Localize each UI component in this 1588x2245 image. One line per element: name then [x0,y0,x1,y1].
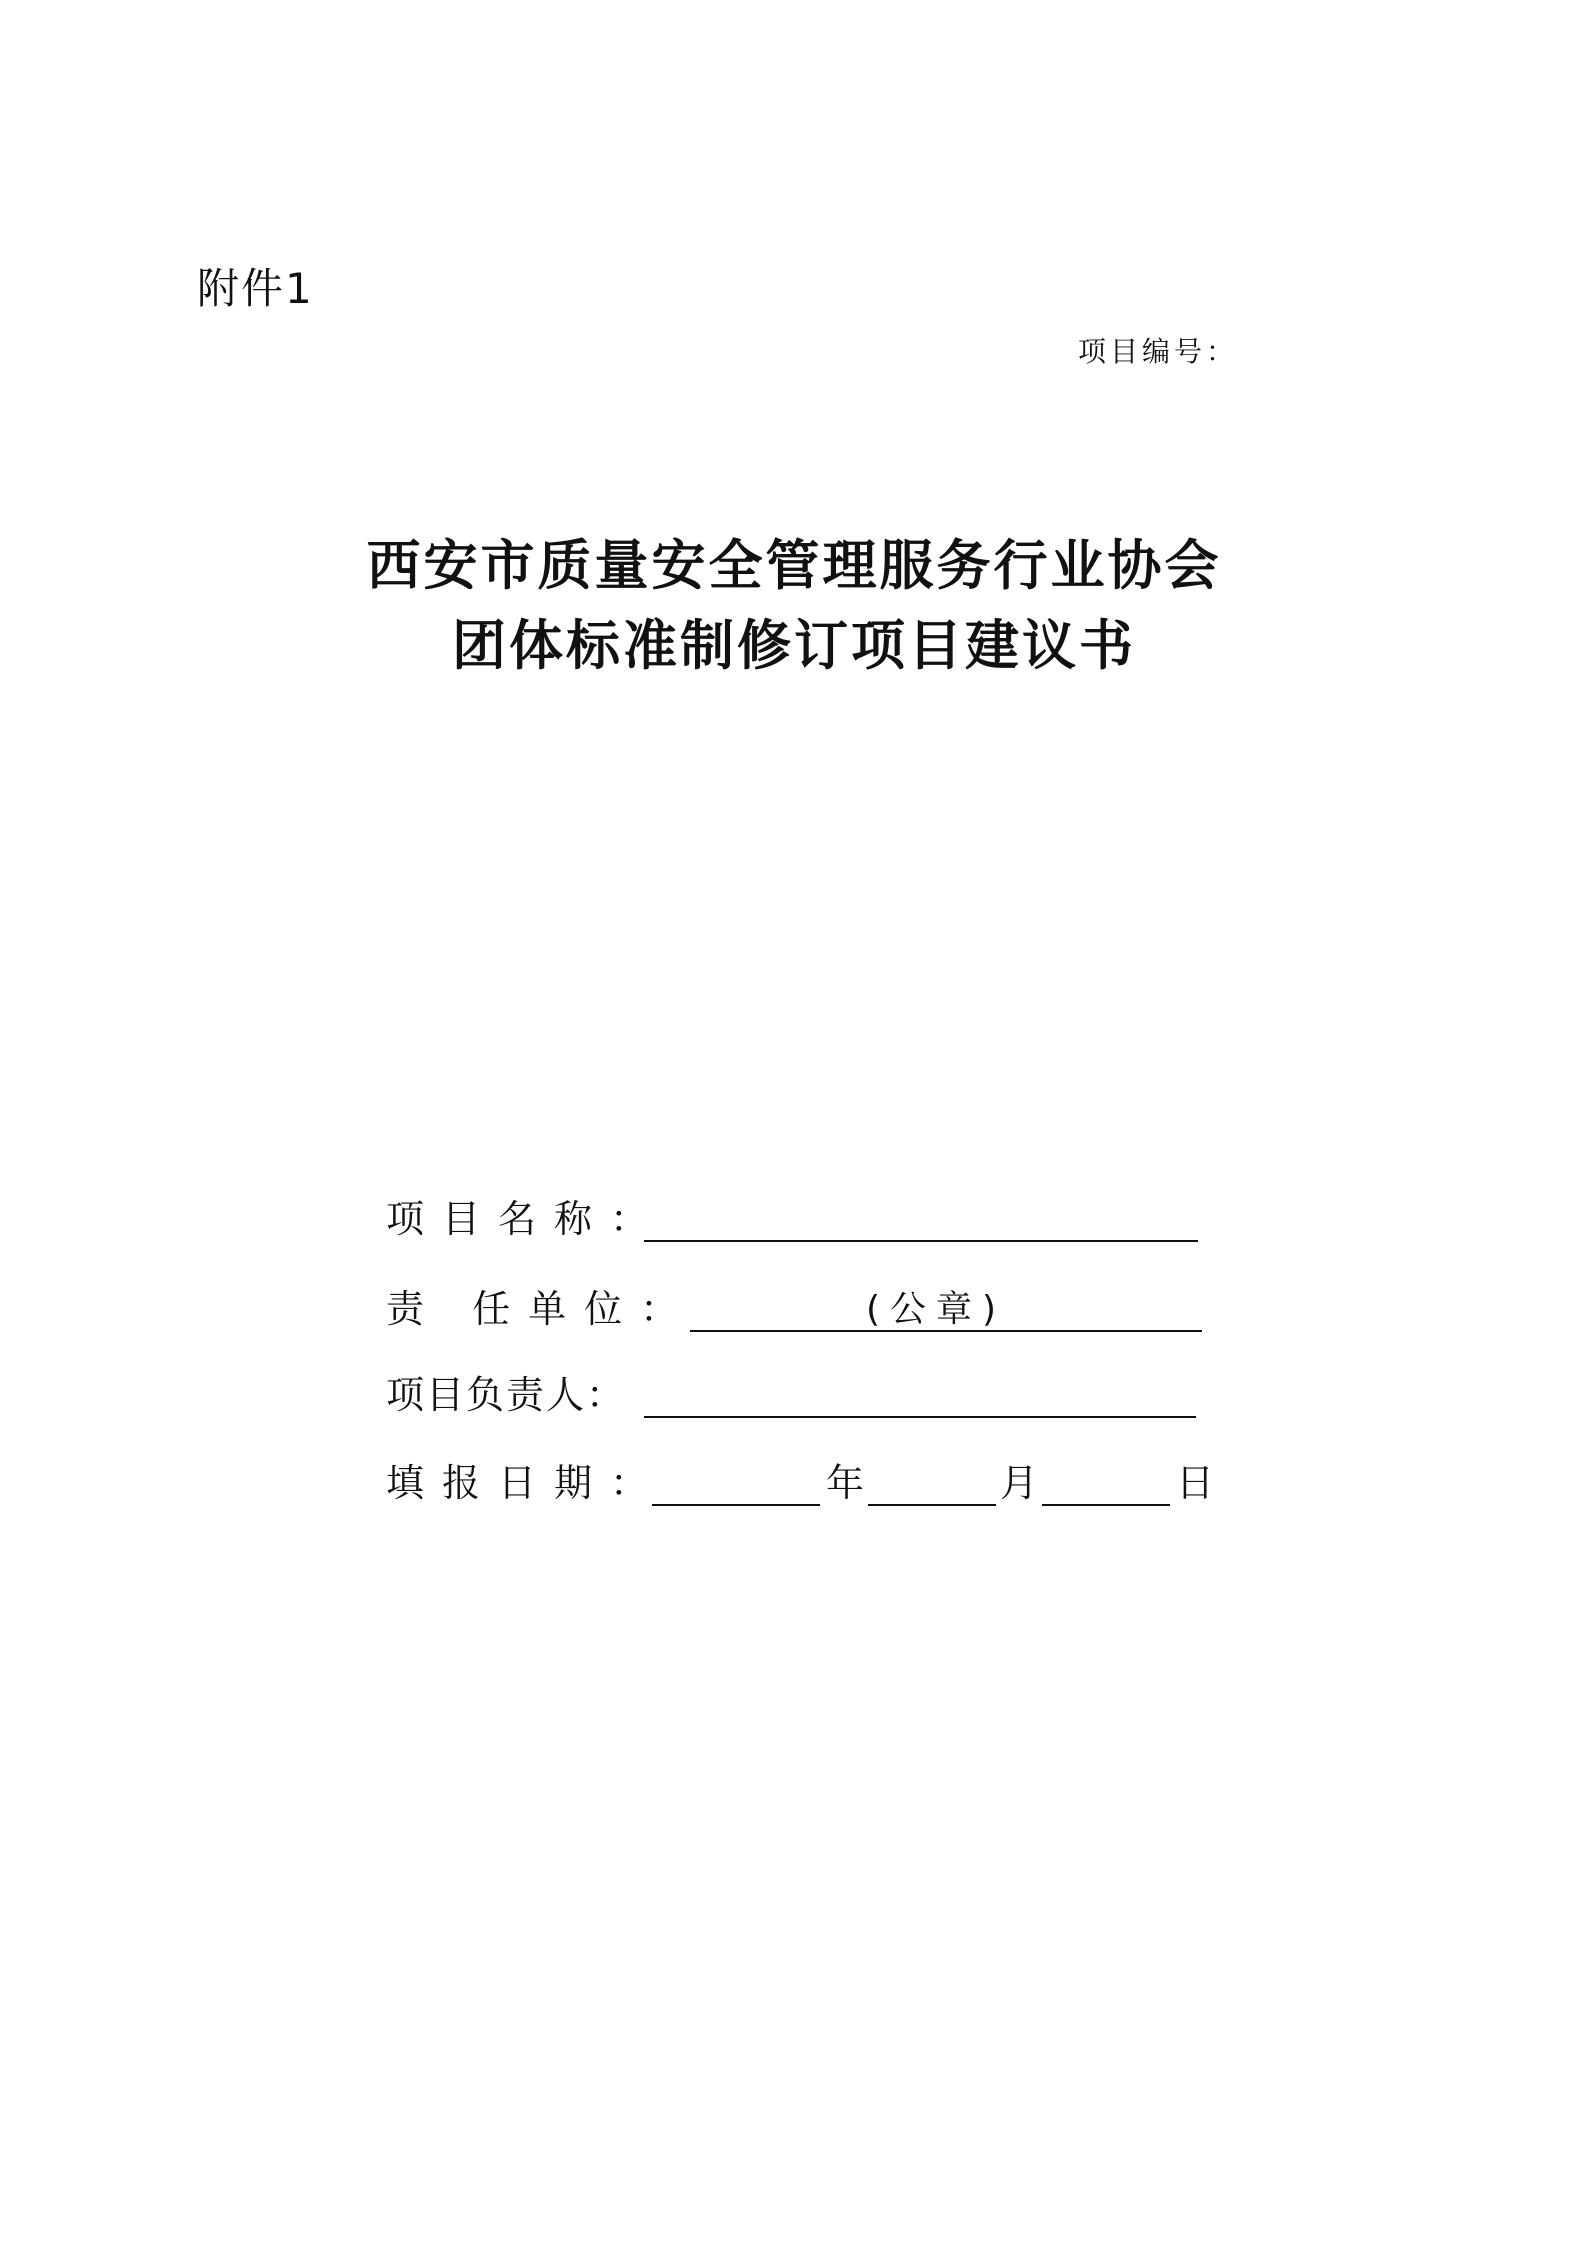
day-field[interactable] [1042,1504,1170,1506]
project-leader-field[interactable] [644,1416,1196,1418]
document-title-line-1: 西安市质量安全管理服务行业协会 [366,533,1222,597]
month-field[interactable] [868,1504,996,1506]
day-unit: 日 [1176,1461,1215,1505]
project-name-label: 项目名称： [386,1197,667,1241]
seal-placeholder: (公章) [866,1289,1007,1330]
responsible-unit-field[interactable] [690,1330,1202,1332]
project-leader-row [386,1370,1226,1430]
fill-date-row [386,1458,1226,1518]
project-name-row [386,1194,1226,1254]
responsible-unit-label: 责 任单位： [386,1287,697,1331]
year-field[interactable] [652,1504,820,1506]
project-name-field[interactable] [644,1240,1198,1242]
attachment-label: 附件1 [197,264,314,313]
fill-date-label: 填报日期： [386,1461,667,1505]
project-number-label: 项目编号： [1078,335,1239,368]
month-unit: 月 [1000,1461,1039,1505]
year-unit: 年 [826,1461,865,1505]
document-title-line-2: 团体标准制修订项目建议书 [452,613,1136,677]
project-leader-label: 项目负责人： [386,1373,627,1417]
responsible-unit-row [386,1284,1226,1344]
